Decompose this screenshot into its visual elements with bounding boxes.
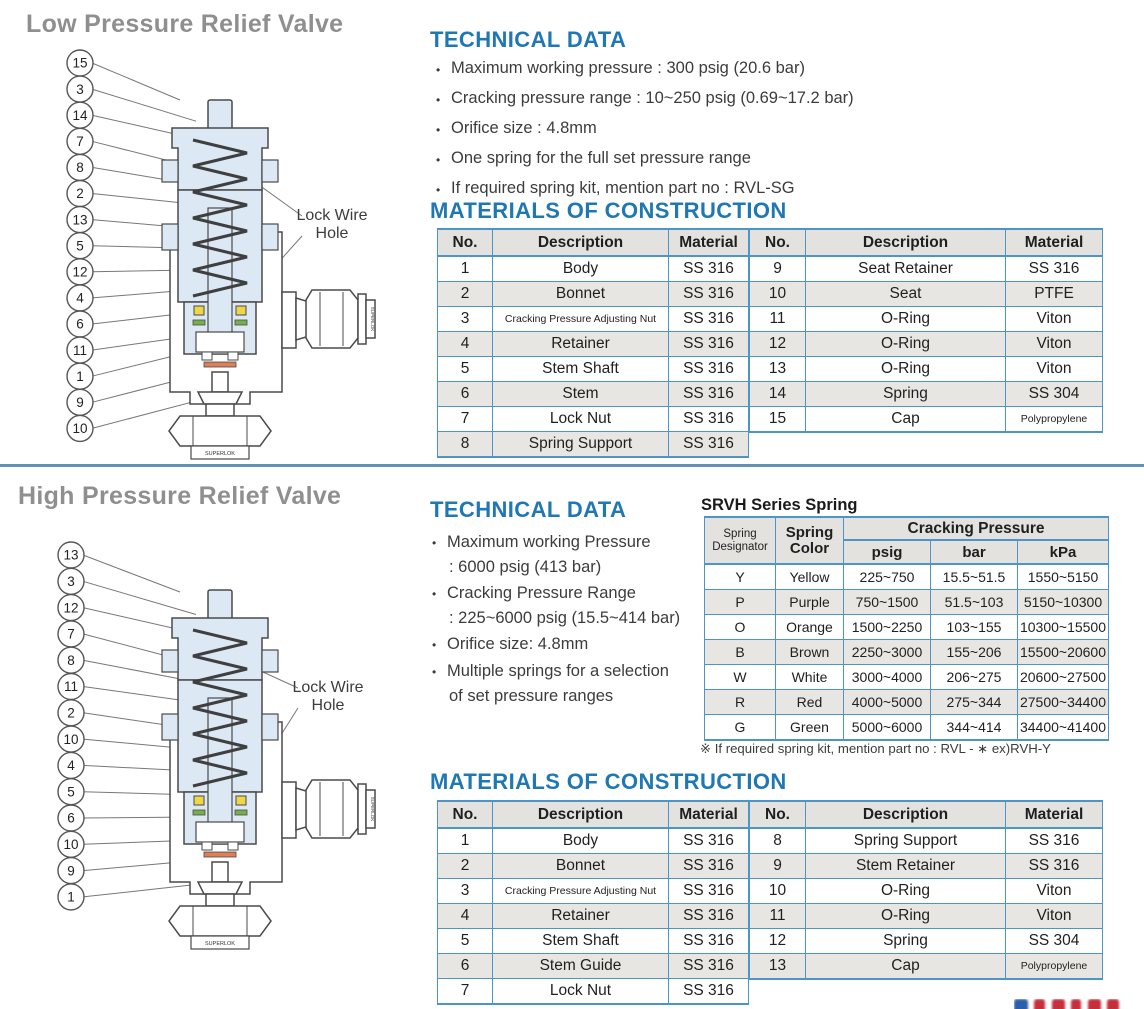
- callout-6: [58, 805, 84, 831]
- svg-text:1: 1: [67, 889, 75, 905]
- table-cell: SS 316: [1006, 854, 1103, 879]
- bullet-icon: •: [432, 665, 437, 679]
- bullet-icon: •: [436, 63, 441, 77]
- table-cell: O-Ring: [806, 332, 1006, 357]
- table-cell: SS 316: [669, 828, 749, 854]
- callout-1: [58, 884, 84, 910]
- svg-text:SUPERLOK: SUPERLOK: [370, 306, 375, 332]
- table-row: [438, 929, 749, 954]
- table-cell: 13: [750, 954, 806, 980]
- table-cell: SS 316: [669, 879, 749, 904]
- logo-mark-icon: [1014, 999, 1028, 1009]
- callout-8: [58, 647, 84, 673]
- column-header: Description: [493, 229, 669, 256]
- psig-header: psig: [844, 540, 931, 564]
- svg-text:8: 8: [67, 652, 75, 668]
- table-cell: Spring Support: [806, 828, 1006, 854]
- svg-text:4: 4: [67, 758, 75, 774]
- table-cell: Red: [776, 690, 844, 715]
- table-row: [438, 307, 749, 332]
- table-cell: Spring: [806, 929, 1006, 954]
- table-cell: 2: [438, 282, 493, 307]
- bullet-item: [436, 120, 996, 139]
- table-cell: 6: [438, 382, 493, 407]
- svg-text:6: 6: [67, 810, 75, 826]
- callout-7: [58, 621, 84, 647]
- table-cell: 4000~5000: [844, 690, 931, 715]
- callout-7: [67, 128, 93, 154]
- technical-data-heading-low: TECHNICAL DATA: [430, 27, 627, 52]
- table-cell: Yellow: [776, 564, 844, 590]
- callout-9: [67, 389, 93, 415]
- callout-12: [58, 595, 84, 621]
- bullet-item: [436, 180, 996, 199]
- table-cell: Retainer: [493, 904, 669, 929]
- table-cell: 10: [750, 879, 806, 904]
- table-cell: O: [705, 615, 776, 640]
- callout-10: [58, 831, 84, 857]
- bullet-icon: •: [432, 638, 437, 652]
- table-cell: 206~275: [931, 665, 1018, 690]
- table-cell: 4: [438, 904, 493, 929]
- column-header: Material: [669, 229, 749, 256]
- svg-text:10: 10: [63, 837, 79, 852]
- table-cell: G: [705, 715, 776, 741]
- bullet-icon: •: [432, 536, 437, 550]
- table-cell: 7: [438, 407, 493, 432]
- svg-text:14: 14: [72, 107, 88, 123]
- table-cell: SS 316: [669, 307, 749, 332]
- svg-text:15: 15: [72, 55, 88, 71]
- table-cell: 15500~20600: [1018, 640, 1109, 665]
- table-cell: 8: [438, 432, 493, 458]
- callout-1: [67, 363, 93, 389]
- svg-text:10: 10: [72, 421, 88, 437]
- svg-text:12: 12: [72, 264, 88, 280]
- table-cell: P: [705, 590, 776, 615]
- table-row: [438, 904, 749, 929]
- table-cell: O-Ring: [806, 879, 1006, 904]
- section-divider: [0, 464, 1144, 467]
- svg-text:Lock Wire: Lock Wire: [296, 207, 368, 224]
- bullet-text: Orifice size : 4.8mm: [451, 119, 597, 137]
- table-cell: Stem Shaft: [493, 929, 669, 954]
- materials-table-low-left: [437, 228, 749, 458]
- table-cell: Body: [493, 828, 669, 854]
- table-row: [705, 690, 1109, 715]
- bullet-item: [432, 659, 698, 709]
- table-row: [705, 590, 1109, 615]
- table-cell: 10300~15500: [1018, 615, 1109, 640]
- table-cell: 3: [438, 879, 493, 904]
- table-row: [750, 332, 1103, 357]
- table-row: [438, 879, 749, 904]
- technical-data-list-low: [436, 60, 996, 210]
- table-cell: 2: [438, 854, 493, 879]
- table-cell: SS 316: [669, 904, 749, 929]
- svg-text:13: 13: [63, 547, 79, 563]
- callout-10: [58, 726, 84, 752]
- table-cell: 9: [750, 256, 806, 282]
- column-header: No.: [438, 229, 493, 256]
- table-cell: Stem: [493, 382, 669, 407]
- table-cell: SS 316: [669, 979, 749, 1005]
- table-cell: Viton: [1006, 307, 1103, 332]
- table-row: [750, 382, 1103, 407]
- table-cell: Cracking Pressure Adjusting Nut: [493, 307, 669, 332]
- materials-table-low: [437, 228, 1103, 458]
- callout-4: [58, 752, 84, 778]
- column-header: Material: [1006, 229, 1103, 256]
- spring-table: [704, 516, 1109, 741]
- table-cell: Polypropylene: [1006, 407, 1103, 433]
- bullet-text: If required spring kit, mention part no : RVL-SG: [451, 179, 795, 197]
- table-row: [705, 665, 1109, 690]
- column-header: Description: [806, 229, 1006, 256]
- callout-3: [58, 568, 84, 594]
- table-cell: Y: [705, 564, 776, 590]
- table-cell: Purple: [776, 590, 844, 615]
- table-cell: 2250~3000: [844, 640, 931, 665]
- table-cell: PTFE: [1006, 282, 1103, 307]
- table-cell: 15: [750, 407, 806, 433]
- table-row: [750, 307, 1103, 332]
- table-cell: SS 316: [669, 256, 749, 282]
- svg-text:5: 5: [67, 784, 75, 800]
- bullet-icon: •: [436, 183, 441, 197]
- table-cell: SS 316: [1006, 256, 1103, 282]
- bullet-icon: •: [436, 153, 441, 167]
- table-row: [705, 640, 1109, 665]
- table-row: [750, 407, 1103, 433]
- table-row: [438, 828, 749, 854]
- callout-13: [58, 542, 84, 568]
- bullet-item: [436, 90, 996, 109]
- table-cell: Orange: [776, 615, 844, 640]
- materials-table-high-left: [437, 800, 749, 1005]
- table-row: [705, 564, 1109, 590]
- partner-logo-cropped: [1014, 999, 1138, 1009]
- svg-text:2: 2: [67, 705, 75, 721]
- callout-6: [67, 311, 93, 337]
- callout-9: [58, 858, 84, 884]
- table-cell: Retainer: [493, 332, 669, 357]
- table-cell: 344~414: [931, 715, 1018, 741]
- table-cell: Lock Nut: [493, 979, 669, 1005]
- table-cell: 8: [750, 828, 806, 854]
- table-cell: Viton: [1006, 332, 1103, 357]
- table-cell: SS 316: [669, 432, 749, 458]
- table-cell: 1: [438, 256, 493, 282]
- spring-color-header: Spring Color: [776, 517, 844, 564]
- table-row: [438, 357, 749, 382]
- table-row: [750, 282, 1103, 307]
- bullet-text: One spring for the full set pressure range: [451, 149, 751, 167]
- table-cell: 5150~10300: [1018, 590, 1109, 615]
- bullet-text: Multiple springs for a selection of set pressure ranges: [447, 662, 669, 705]
- column-header: No.: [438, 801, 493, 828]
- table-cell: SS 316: [669, 954, 749, 979]
- bullet-item: [432, 581, 698, 631]
- table-cell: 1: [438, 828, 493, 854]
- callout-11: [58, 674, 84, 700]
- table-row: [438, 954, 749, 979]
- bullet-text: Orifice size: 4.8mm: [447, 635, 589, 653]
- table-cell: SS 316: [669, 382, 749, 407]
- table-row: [750, 879, 1103, 904]
- table-cell: 10: [750, 282, 806, 307]
- table-cell: 11: [750, 904, 806, 929]
- table-row: [438, 256, 749, 282]
- table-cell: 12: [750, 929, 806, 954]
- table-cell: 20600~27500: [1018, 665, 1109, 690]
- table-cell: Spring Support: [493, 432, 669, 458]
- svg-text:11: 11: [63, 679, 79, 695]
- table-cell: 5: [438, 929, 493, 954]
- table-cell: 4: [438, 332, 493, 357]
- table-cell: 9: [750, 854, 806, 879]
- bullet-icon: •: [436, 123, 441, 137]
- table-row: [750, 854, 1103, 879]
- table-row: [750, 357, 1103, 382]
- table-cell: 5: [438, 357, 493, 382]
- callout-2: [67, 181, 93, 207]
- materials-table-high: [437, 800, 1103, 1005]
- table-cell: 5000~6000: [844, 715, 931, 741]
- table-cell: Green: [776, 715, 844, 741]
- table-cell: Cap: [806, 407, 1006, 433]
- table-row: [750, 954, 1103, 980]
- bullet-text: Cracking pressure range : 10~250 psig (0.69~17.2 bar): [451, 89, 854, 107]
- table-cell: SS 316: [669, 407, 749, 432]
- table-cell: Body: [493, 256, 669, 282]
- table-cell: B: [705, 640, 776, 665]
- callout-4: [67, 285, 93, 311]
- svg-text:4: 4: [76, 290, 84, 306]
- table-cell: O-Ring: [806, 307, 1006, 332]
- table-cell: 11: [750, 307, 806, 332]
- svg-text:SUPERLOK: SUPERLOK: [370, 796, 375, 822]
- column-header: Material: [1006, 801, 1103, 828]
- table-cell: 13: [750, 357, 806, 382]
- low-valve-diagram: [10, 42, 430, 464]
- table-row: [750, 929, 1103, 954]
- table-cell: Cracking Pressure Adjusting Nut: [493, 879, 669, 904]
- svg-text:5: 5: [76, 238, 84, 254]
- svg-text:12: 12: [63, 600, 79, 616]
- svg-text:SUPERLOK: SUPERLOK: [205, 451, 235, 457]
- svg-text:SUPERLOK: SUPERLOK: [205, 941, 235, 947]
- table-cell: O-Ring: [806, 357, 1006, 382]
- table-row: [750, 904, 1103, 929]
- table-cell: SS 304: [1006, 929, 1103, 954]
- callout-15: [67, 50, 93, 76]
- table-cell: Lock Nut: [493, 407, 669, 432]
- column-header: Description: [806, 801, 1006, 828]
- bullet-icon: •: [436, 93, 441, 107]
- svg-text:11: 11: [72, 342, 88, 358]
- bullet-item: [436, 60, 996, 79]
- svg-text:3: 3: [76, 81, 84, 97]
- kpa-header: kPa: [1018, 540, 1109, 564]
- table-row: [750, 256, 1103, 282]
- callout-11: [67, 337, 93, 363]
- table-cell: 15.5~51.5: [931, 564, 1018, 590]
- callout-14: [67, 102, 93, 128]
- table-cell: 3: [438, 307, 493, 332]
- svg-text:3: 3: [67, 574, 75, 589]
- svg-text:7: 7: [76, 134, 84, 149]
- table-row: [438, 979, 749, 1005]
- column-header: No.: [750, 229, 806, 256]
- callout-13: [67, 207, 93, 233]
- table-cell: 275~344: [931, 690, 1018, 715]
- technical-data-heading-high: TECHNICAL DATA: [430, 497, 627, 522]
- svg-text:9: 9: [67, 863, 75, 879]
- table-cell: W: [705, 665, 776, 690]
- callout-2: [58, 700, 84, 726]
- callout-10: [67, 415, 93, 441]
- table-cell: SS 316: [669, 332, 749, 357]
- bullet-text: Cracking Pressure Range : 225~6000 psig (15.5~414 bar): [447, 584, 681, 627]
- table-row: [750, 828, 1103, 854]
- spring-table-footnote: ※ If required spring kit, mention part no : RVL - ∗ ex)RVH-Y: [700, 741, 1051, 756]
- table-cell: Spring: [806, 382, 1006, 407]
- svg-text:Hole: Hole: [311, 697, 345, 714]
- table-cell: 3000~4000: [844, 665, 931, 690]
- table-cell: SS 316: [1006, 828, 1103, 854]
- table-cell: 1500~2250: [844, 615, 931, 640]
- svg-text:7: 7: [67, 626, 75, 642]
- materials-table-low-right: [749, 228, 1103, 433]
- table-row: [438, 332, 749, 357]
- table-cell: 12: [750, 332, 806, 357]
- materials-table-high-right: [749, 800, 1103, 980]
- table-row: [438, 854, 749, 879]
- technical-data-list-high: [432, 530, 698, 710]
- table-cell: 1550~5150: [1018, 564, 1109, 590]
- table-cell: Cap: [806, 954, 1006, 980]
- table-row: [438, 282, 749, 307]
- table-cell: Stem Guide: [493, 954, 669, 979]
- table-cell: SS 316: [669, 854, 749, 879]
- column-header: Description: [493, 801, 669, 828]
- low-valve-title: Low Pressure Relief Valve: [26, 10, 344, 38]
- table-cell: 7: [438, 979, 493, 1005]
- svg-text:Hole: Hole: [315, 225, 349, 242]
- table-row: [438, 382, 749, 407]
- materials-heading-low: MATERIALS OF CONSTRUCTION: [430, 198, 787, 223]
- table-cell: 155~206: [931, 640, 1018, 665]
- table-cell: 27500~34400: [1018, 690, 1109, 715]
- bullet-item: [432, 632, 698, 658]
- table-cell: SS 304: [1006, 382, 1103, 407]
- bullet-icon: •: [432, 587, 437, 601]
- bar-header: bar: [931, 540, 1018, 564]
- svg-text:2: 2: [76, 186, 84, 202]
- table-cell: White: [776, 665, 844, 690]
- high-valve-diagram: [10, 520, 430, 990]
- table-cell: Stem Retainer: [806, 854, 1006, 879]
- table-cell: R: [705, 690, 776, 715]
- bullet-text: Maximum working pressure : 300 psig (20.6 bar): [451, 59, 805, 77]
- callout-3: [67, 76, 93, 102]
- table-cell: Seat Retainer: [806, 256, 1006, 282]
- table-cell: 225~750: [844, 564, 931, 590]
- table-row: [705, 715, 1109, 741]
- callout-12: [67, 259, 93, 285]
- table-cell: 51.5~103: [931, 590, 1018, 615]
- table-cell: 14: [750, 382, 806, 407]
- table-cell: Bonnet: [493, 282, 669, 307]
- table-cell: Viton: [1006, 357, 1103, 382]
- table-cell: Bonnet: [493, 854, 669, 879]
- table-cell: Seat: [806, 282, 1006, 307]
- callout-5: [67, 233, 93, 259]
- table-cell: Viton: [1006, 904, 1103, 929]
- table-cell: O-Ring: [806, 904, 1006, 929]
- callout-5: [58, 779, 84, 805]
- column-header: No.: [750, 801, 806, 828]
- spring-table-title: SRVH Series Spring: [701, 496, 858, 514]
- table-row: [438, 407, 749, 432]
- table-cell: Polypropylene: [1006, 954, 1103, 980]
- table-cell: Brown: [776, 640, 844, 665]
- bullet-item: [436, 150, 996, 169]
- bullet-item: [432, 530, 698, 580]
- cracking-pressure-header: Cracking Pressure: [844, 517, 1109, 540]
- table-cell: 6: [438, 954, 493, 979]
- svg-text:13: 13: [72, 212, 88, 228]
- table-cell: Viton: [1006, 879, 1103, 904]
- table-row: [705, 615, 1109, 640]
- svg-text:10: 10: [63, 731, 79, 747]
- svg-text:1: 1: [76, 368, 84, 384]
- svg-text:Lock Wire: Lock Wire: [292, 679, 364, 696]
- table-cell: SS 316: [669, 282, 749, 307]
- table-row: [438, 432, 749, 458]
- table-cell: Stem Shaft: [493, 357, 669, 382]
- svg-text:9: 9: [76, 395, 84, 410]
- table-cell: 750~1500: [844, 590, 931, 615]
- svg-text:6: 6: [76, 316, 84, 332]
- table-cell: 34400~41400: [1018, 715, 1109, 741]
- spring-designator-header: Spring Designator: [705, 517, 776, 564]
- bullet-text: Maximum working Pressure : 6000 psig (413 bar): [447, 533, 651, 576]
- svg-text:8: 8: [76, 160, 84, 176]
- table-cell: SS 316: [669, 929, 749, 954]
- table-cell: SS 316: [669, 357, 749, 382]
- column-header: Material: [669, 801, 749, 828]
- materials-heading-high: MATERIALS OF CONSTRUCTION: [430, 769, 787, 794]
- high-valve-title: High Pressure Relief Valve: [18, 482, 342, 510]
- callout-8: [67, 154, 93, 180]
- table-cell: 103~155: [931, 615, 1018, 640]
